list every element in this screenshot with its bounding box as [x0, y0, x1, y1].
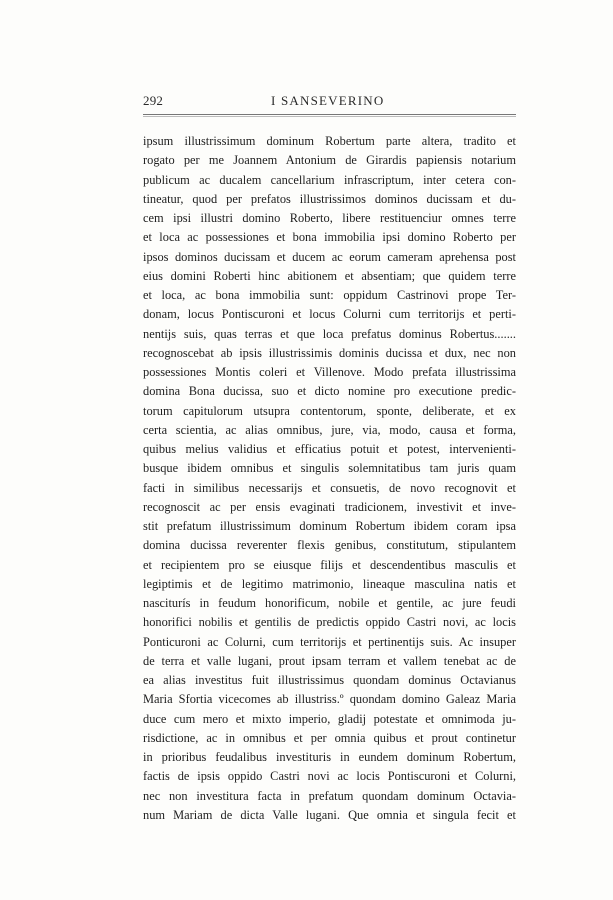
text-line: et loca, ac bona immobilia sunt: oppidum Castrinovi prope Ter- [143, 288, 516, 302]
text-line: ea alias investitus fuit illustrissimus quondam dominus Octavianus [143, 673, 516, 687]
text-line: ipsos dominos ducissam et ducem ac eorum cameram aprehensa post [143, 249, 516, 264]
body-text [143, 132, 516, 825]
text-line: legiptimis et de legitimo matrimonio, lineaque masculina natis et [143, 576, 516, 591]
text-line: duce cum mero et mixto imperio, gladij potestate et omnimoda ju- [143, 711, 516, 726]
header-rule-secondary [143, 116, 516, 117]
text-line: ipsum illustrissimum dominum Robertum parte altera, tradito et [143, 134, 516, 148]
header-rule [143, 114, 516, 115]
text-line: donam, locus Pontiscuroni et locus Colurni cum territorijs et perti- [143, 307, 516, 322]
text-line: Maria Sfortia vicecomes ab illustriss.º quondam domino Galeaz Maria [143, 692, 516, 707]
text-line: de terra et valle lugani, prout ipsam terram et vallem tenebat ac de [143, 653, 516, 668]
text-line: et recipientem pro se eiusque filijs et descendentibus masculis et [143, 557, 516, 572]
text-line: nec non investitura facta in prefatum quondam dominum Octavia- [143, 788, 516, 803]
text-line: rogato per me Joannem Antonium de Girardis papiensis notarium [143, 153, 516, 168]
text-line: domina Bona ducissa, suo et dicto nomine pro executione predic- [143, 384, 516, 399]
text-line: publicum ac ducalem cancellarium infrascriptum, inter cetera con- [143, 172, 516, 187]
text-line: domina ducissa reverenter flexis genibus, constitutum, stipulantem [143, 538, 516, 553]
text-line: nasciturís in feudum honorificum, nobile et gentile, ac jure feudi [143, 596, 516, 610]
running-title: I SANSEVERINO [271, 93, 385, 108]
text-line: cem ipsi illustri domino Roberto, libere restituenciur omnes terre [143, 211, 516, 225]
text-line: num Mariam de dicta Valle lugani. Que omnia et singula fecit et [143, 807, 516, 822]
text-line: certa scientia, ac alias omnibus, jure, via, modo, causa et forma, [143, 422, 516, 437]
text-line: risdictione, ac in omnibus et per omnia quibus et prout continetur [143, 730, 516, 745]
text-line: in prioribus feudalibus investituris in eundem dominum Robertum, [143, 750, 516, 764]
text-line: nentijs suis, quas terras et que loca prefatus dominus Robertus....... [143, 326, 516, 341]
text-line: recognoscit ac per ensis evaginati tradicionem, investivit et inve- [143, 499, 516, 514]
text-line: busque ibidem omnibus et singulis solemnitatibus tam juris quam [143, 461, 516, 476]
text-line: honorifici nobilis et gentilis de predictis oppido Castri novi, ac locis [143, 615, 516, 630]
text-line: quibus melius validius et efficatius potuit et potest, intervenienti- [143, 442, 516, 456]
text-line: torum capitulorum utsupra contentorum, sponte, deliberate, et ex [143, 403, 516, 418]
text-line: factis de ipsis oppido Castri novi ac locis Pontiscuroni et Colurni, [143, 769, 516, 784]
text-line: stit prefatum illustrissimum dominum Robertum ibidem coram ipsa [143, 519, 516, 533]
text-line: Ponticuroni ac Colurni, cum territorijs et pertinentijs suis. Ac insuper [143, 634, 516, 649]
text-line: facti in similibus necessarijs et consuetis, de novo recognovit et [143, 480, 516, 495]
text-line: possessiones Montis coleri et Villenove. Modo prefata illustrissima [143, 365, 516, 379]
running-head [143, 93, 516, 113]
page-number: 292 [143, 93, 164, 108]
text-line: recognoscebat ab ipsis illustrissimis dominis ducissa et dux, nec non [143, 345, 516, 360]
text-line: et loca ac possessiones et bona immobilia ipsi domino Roberto per [143, 230, 516, 245]
text-line: tineatur, quod per prefatos illustrissimos dominos ducissam et du- [143, 191, 516, 206]
text-line: eius domini Roberti hinc abitionem et absentiam; que quidem terre [143, 268, 516, 283]
